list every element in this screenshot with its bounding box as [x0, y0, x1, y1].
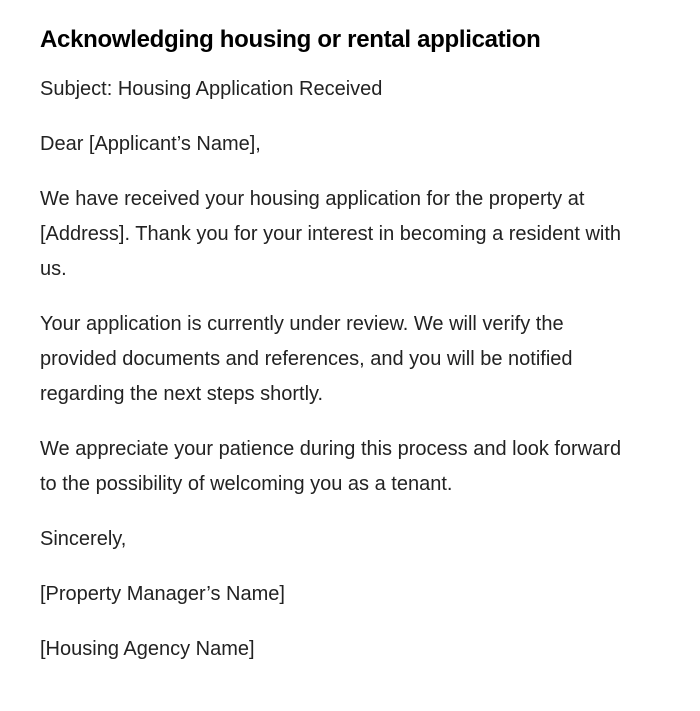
agency-name: [Housing Agency Name]	[40, 638, 255, 660]
closing: Sincerely,	[40, 528, 127, 550]
signer-name: [Property Manager’s Name]	[40, 583, 285, 605]
letter-document	[40, 22, 640, 687]
body-paragraph-1: We have received your housing application for the property at [Address]. Thank you for your interest in becoming a resident with us.	[40, 188, 622, 280]
body-paragraph-3: We appreciate your patience during this process and look forward to the possibility of welcoming you as a tenant.	[40, 438, 622, 495]
salutation: Dear [Applicant’s Name],	[40, 133, 261, 155]
subject-line: Subject: Housing Application Received	[40, 78, 383, 100]
body-paragraph-2: Your application is currently under review. We will verify the provided documents and references, and you will be notified regarding the next steps shortly.	[40, 313, 573, 405]
document-title: Acknowledging housing or rental application	[40, 26, 541, 53]
